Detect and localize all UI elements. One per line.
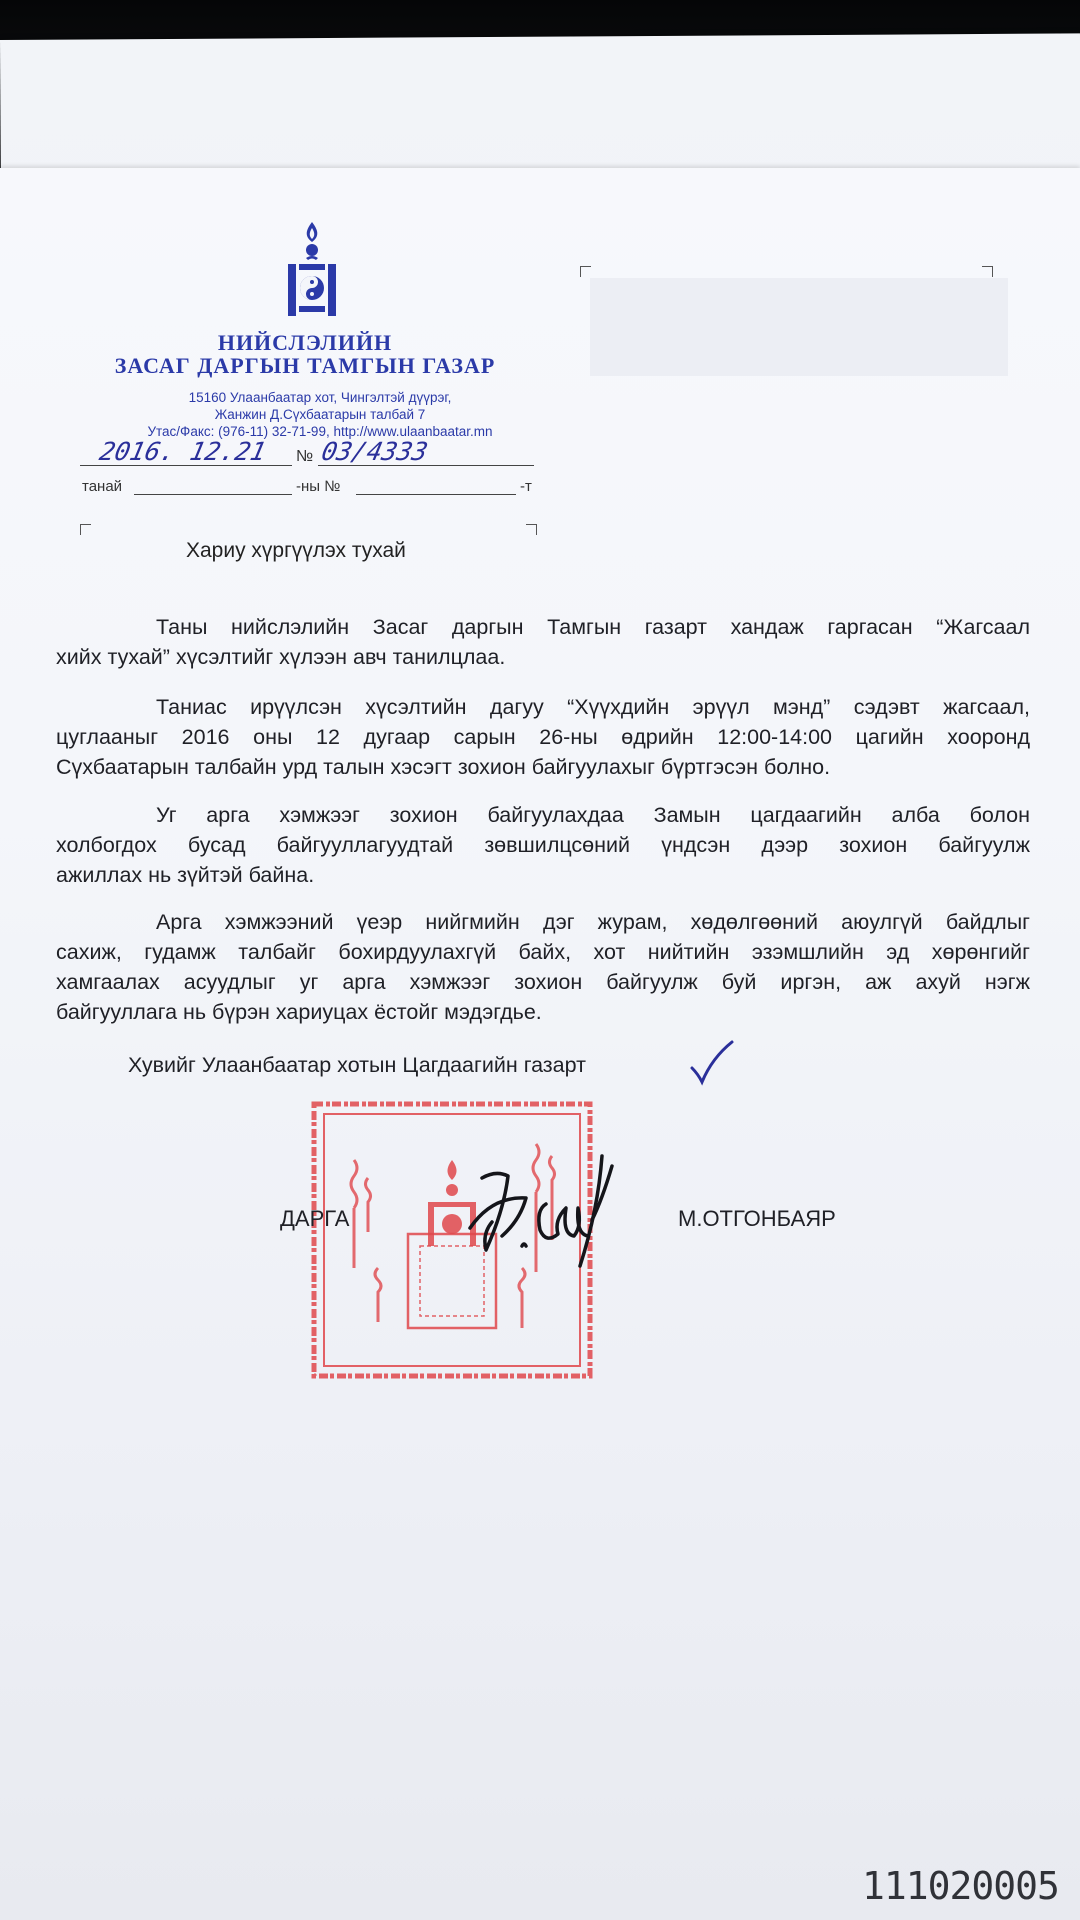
org-name-line1: НИЙСЛЭЛИЙН: [217, 330, 393, 355]
address-line2: Жанжин Д.Сүхбаатарын талбай 7: [214, 407, 426, 422]
handwritten-number: 03/4333: [318, 437, 431, 466]
paragraph-line: хамгаалах асуудлыг уг арга хэмжээг зохион байгуулж буй иргэн, аж ахуй нэгж: [56, 970, 1030, 994]
paragraph-line: Таниас ирүүлсэн хүсэлтийн дагуу “Хүүхдийн эрүүл мэнд” сэдэвт жагсаал,: [156, 695, 1030, 719]
of-number-label: -ны №: [296, 478, 341, 495]
signatory-title: ДАРГА: [280, 1206, 350, 1231]
copy-to-line: Хувийг Улаанбаатар хотын Цагдаагийн газарт: [128, 1053, 586, 1077]
body-paragraph-4: [56, 907, 1030, 1027]
paragraph-line: ажиллах нь зүйтэй байна.: [56, 863, 315, 887]
to-label: танай: [82, 478, 123, 495]
letter-subject: Хариу хүргүүлэх тухай: [186, 539, 406, 562]
paragraph-line: цуглааныг 2016 оны 12 дугаар сарын 26-ны өдрийн 12:00-14:00 цагийн хооронд: [56, 725, 1030, 749]
recipient-address-area: [590, 278, 1008, 376]
corner-mark-top-right: [526, 524, 537, 535]
paragraph-line: Сүхбаатарын талбайн урд талын хэсэгт зохион байгуулахыг бүртгэсэн болно.: [56, 755, 831, 779]
to-number-underline: [356, 494, 516, 495]
paragraph-line: Арга хэмжээний үеэр нийгмийн дэг журам, хөдөлгөөний аюулгүй байдлыг: [156, 910, 1030, 934]
paragraph-line: холбогдох бусад байгууллагуудтай зөвшилцсөний үндсэн дээр зохион байгуулж: [56, 833, 1030, 857]
checkmark-icon: [688, 1038, 736, 1086]
handwritten-date: 2016. 12.21: [96, 437, 269, 466]
address-line1: 15160 Улаанбаатар хот, Чингэлтэй дүүрэг,: [188, 390, 452, 405]
soyombo-emblem-icon: [282, 220, 342, 320]
contact-line: Утас/Факс: (976-11) 32-71-99, http://www.ulaanbaatar.mn: [147, 424, 493, 439]
to-date-underline: [134, 494, 292, 495]
paragraph-line: хийх тухай” хүсэлтийг хүлээн авч танилцлаа.: [56, 645, 506, 669]
paragraph-line: Уг арга хэмжээг зохион байгуулахдаа Замын цагдаагийн алба болон: [156, 803, 1030, 827]
body-paragraph-1: [56, 612, 1030, 672]
org-name-line2: ЗАСАГ ДАРГЫН ТАМГЫН ГАЗАР: [114, 353, 496, 378]
paragraph-line: байгууллага нь бүрэн хариуцах ёстойг мэдэгдье.: [56, 1000, 542, 1024]
recipient-corner-top-left: [580, 266, 591, 277]
serial-number: 111020005: [862, 1864, 1059, 1908]
recipient-corner-top-right: [982, 266, 993, 277]
paragraph-line: Таны нийслэлийн Засаг даргын Тамгын газарт хандаж гаргасан “Жагсаал: [156, 615, 1030, 639]
handwritten-signature-icon: [462, 1150, 632, 1270]
body-paragraph-3: [56, 800, 1030, 890]
suffix-label: -т: [520, 478, 532, 495]
signatory-name: М.ОТГОНБАЯР: [678, 1206, 836, 1231]
corner-mark-top-left: [80, 524, 91, 535]
paragraph-line: сахиж, гудамж талбайг бохирдуулахгүй байх, хот нийтийн эзэмшлийн эд хөрөнгийг: [56, 940, 1030, 964]
number-sign: №: [296, 448, 314, 465]
body-paragraph-2: [56, 692, 1030, 782]
